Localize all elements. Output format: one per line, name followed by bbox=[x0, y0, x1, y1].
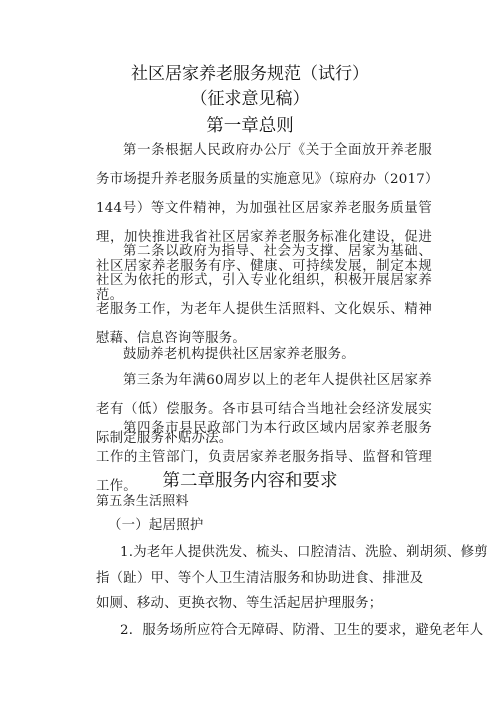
item-2-line-1: 2．服务场所应符合无障碍、防滑、卫生的要求，避免老年人 bbox=[120, 623, 484, 638]
item-1-line-1: 1.为老年人提供洗发、梳头、口腔清洁、洗脸、剃胡须、修剪 bbox=[120, 545, 488, 560]
chapter-heading-2: 第二章服务内容和要求 bbox=[162, 471, 338, 491]
article-4: 第四条市县民政部门为本行政区域内居家养老服务工作的主管部门，负责居家养老服务指导、监督和管理工作。 bbox=[96, 421, 432, 494]
article-1: 第一条根据人民政府办公厅《关于全面放开养老服务市场提升养老服务质量的实施意见》（琼府办（2017）144号）等文件精神，为加强社区居家养老服务质量管理，加快推进我省社区居家养老服务标准化建设，促进社区居家养老服务有序、健康、可持续发展，制定本规范。 bbox=[96, 143, 432, 303]
subsection-heading: （一）起居照护 bbox=[108, 518, 204, 533]
article-2: 第二条以政府为指导、社会为支撑、居家为基础、社区为依托的形式，引入专业化组织，积极开展居家养老服务工作，为老年人提供生活照料、文化娱乐、精神慰藉、信息咨询等服务。 bbox=[96, 244, 432, 346]
document-subtitle: （征求意见稿） bbox=[190, 89, 310, 109]
article-3: 第三条为年满60周岁以上的老年人提供社区居家养老有（低）偿服务。各市县可结合当地社会经济发展实际制定服务补贴办法。 bbox=[96, 373, 432, 446]
document-title: 社区居家养老服务规范（试行） bbox=[131, 64, 369, 84]
article-2-supplement: 鼓励养老机构提供社区居家养老服务。 bbox=[123, 347, 355, 362]
chapter-heading-1: 第一章总则 bbox=[206, 116, 294, 136]
article-5-heading: 第五条生活照料 bbox=[96, 494, 189, 509]
item-1-line-2: 指（趾）甲、等个人卫生清洁服务和协助进食、排泄及 bbox=[96, 571, 424, 586]
item-1-line-3: 如厕、移动、更换衣物、等生活起居护理服务； bbox=[96, 596, 383, 611]
